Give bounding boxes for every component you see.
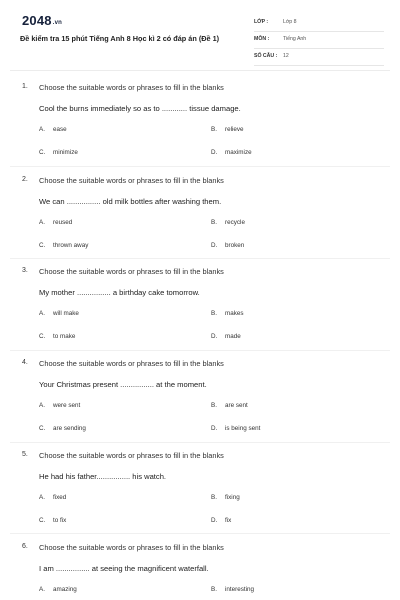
option-letter: B.: [211, 310, 217, 317]
question-instruction: Choose the suitable words or phrases to fill in the blanks: [39, 543, 224, 552]
option-text: to make: [53, 333, 76, 340]
question-instruction: Choose the suitable words or phrases to fill in the blanks: [39, 176, 224, 185]
option-text: is being sent: [225, 425, 261, 432]
option-d[interactable]: [211, 333, 241, 340]
question-divider: [10, 533, 390, 534]
option-letter: D.: [211, 425, 218, 432]
option-letter: D.: [211, 333, 218, 340]
option-letter: C.: [39, 425, 46, 432]
option-letter: B.: [211, 494, 217, 501]
meta-row-class: [254, 15, 384, 32]
option-letter: A.: [39, 126, 45, 133]
option-letter: A.: [39, 494, 45, 501]
question-number: 1.: [22, 83, 28, 90]
option-b[interactable]: [211, 402, 248, 409]
question-number: 4.: [22, 359, 28, 366]
question-instruction: Choose the suitable words or phrases to fill in the blanks: [39, 267, 224, 276]
option-text: interesting: [225, 586, 255, 593]
meta-row-question-count: [254, 49, 384, 66]
option-a[interactable]: [39, 310, 79, 317]
question-divider: [10, 258, 390, 259]
meta-label: MÔN :: [254, 36, 270, 42]
question-instruction: Choose the suitable words or phrases to fill in the blanks: [39, 359, 224, 368]
option-letter: C.: [39, 333, 46, 340]
option-text: broken: [225, 242, 245, 249]
option-d[interactable]: [211, 425, 260, 432]
option-d[interactable]: [211, 149, 252, 156]
option-b[interactable]: [211, 126, 244, 133]
option-b[interactable]: [211, 586, 254, 593]
option-c[interactable]: [39, 242, 88, 249]
option-a[interactable]: [39, 494, 66, 501]
option-text: relieve: [225, 126, 244, 133]
question-sentence: My mother ................ a birthday cake tomorrow.: [39, 288, 200, 297]
question-divider: [10, 442, 390, 443]
option-letter: D.: [211, 149, 218, 156]
question-sentence: We can ................ old milk bottles after washing them.: [39, 197, 222, 206]
option-d[interactable]: [211, 517, 231, 524]
header: [0, 0, 400, 68]
option-text: are sent: [225, 402, 248, 409]
option-text: fix: [225, 517, 232, 524]
option-d[interactable]: [211, 242, 244, 249]
option-b[interactable]: [211, 219, 245, 226]
question-sentence: Cool the burns immediately so as to ............ tissue damage.: [39, 104, 241, 113]
option-text: thrown away: [53, 242, 89, 249]
meta-value: 12: [283, 53, 289, 59]
question-sentence: I am ................ at seeing the magnificent waterfall.: [39, 564, 209, 573]
meta-value: Lớp 8: [283, 19, 297, 25]
option-letter: C.: [39, 149, 46, 156]
site-logo[interactable]: [22, 13, 62, 28]
option-text: recycle: [225, 219, 245, 226]
question-sentence: Your Christmas present ................ at the moment.: [39, 380, 207, 389]
document-title: Đề kiểm tra 15 phút Tiếng Anh 8 Học kì 2 có đáp án (Đề 1): [20, 34, 220, 43]
question-number: 6.: [22, 543, 28, 550]
option-text: fixed: [53, 494, 67, 501]
option-letter: A.: [39, 310, 45, 317]
option-a[interactable]: [39, 586, 77, 593]
question-number: 5.: [22, 451, 28, 458]
option-text: maximize: [225, 149, 252, 156]
option-letter: A.: [39, 402, 45, 409]
question-sentence: He had his father................ his watch.: [39, 472, 167, 481]
logo-main: 2048: [22, 13, 52, 28]
option-text: reused: [53, 219, 73, 226]
meta-value: Tiếng Anh: [283, 36, 307, 42]
option-text: were sent: [53, 402, 81, 409]
option-c[interactable]: [39, 333, 75, 340]
question-number: 2.: [22, 176, 28, 183]
option-letter: C.: [39, 242, 46, 249]
option-c[interactable]: [39, 425, 86, 432]
logo-tld: .vn: [52, 20, 63, 26]
option-b[interactable]: [211, 494, 240, 501]
question-instruction: Choose the suitable words or phrases to fill in the blanks: [39, 451, 224, 460]
option-letter: B.: [211, 219, 217, 226]
option-text: fixing: [225, 494, 240, 501]
meta-label: LỚP :: [254, 19, 269, 25]
option-text: are sending: [53, 425, 86, 432]
option-letter: B.: [211, 402, 217, 409]
meta-label: SỐ CÂU :: [254, 53, 278, 59]
option-b[interactable]: [211, 310, 244, 317]
meta-row-subject: [254, 32, 384, 49]
option-c[interactable]: [39, 149, 78, 156]
option-letter: B.: [211, 126, 217, 133]
option-text: will make: [53, 310, 79, 317]
option-text: made: [225, 333, 241, 340]
option-text: ease: [53, 126, 67, 133]
option-letter: C.: [39, 517, 46, 524]
option-letter: D.: [211, 517, 218, 524]
option-letter: A.: [39, 586, 45, 593]
option-text: amazing: [53, 586, 77, 593]
option-a[interactable]: [39, 402, 80, 409]
option-a[interactable]: [39, 219, 72, 226]
meta-info: [254, 15, 384, 66]
option-a[interactable]: [39, 126, 67, 133]
option-c[interactable]: [39, 517, 66, 524]
question-divider: [10, 350, 390, 351]
option-text: to fix: [53, 517, 67, 524]
question-instruction: Choose the suitable words or phrases to fill in the blanks: [39, 83, 224, 92]
question-number: 3.: [22, 267, 28, 274]
question-divider: [10, 166, 390, 167]
option-text: minimize: [53, 149, 78, 156]
option-letter: A.: [39, 219, 45, 226]
option-letter: B.: [211, 586, 217, 593]
option-letter: D.: [211, 242, 218, 249]
option-text: makes: [225, 310, 244, 317]
header-divider: [10, 70, 390, 71]
